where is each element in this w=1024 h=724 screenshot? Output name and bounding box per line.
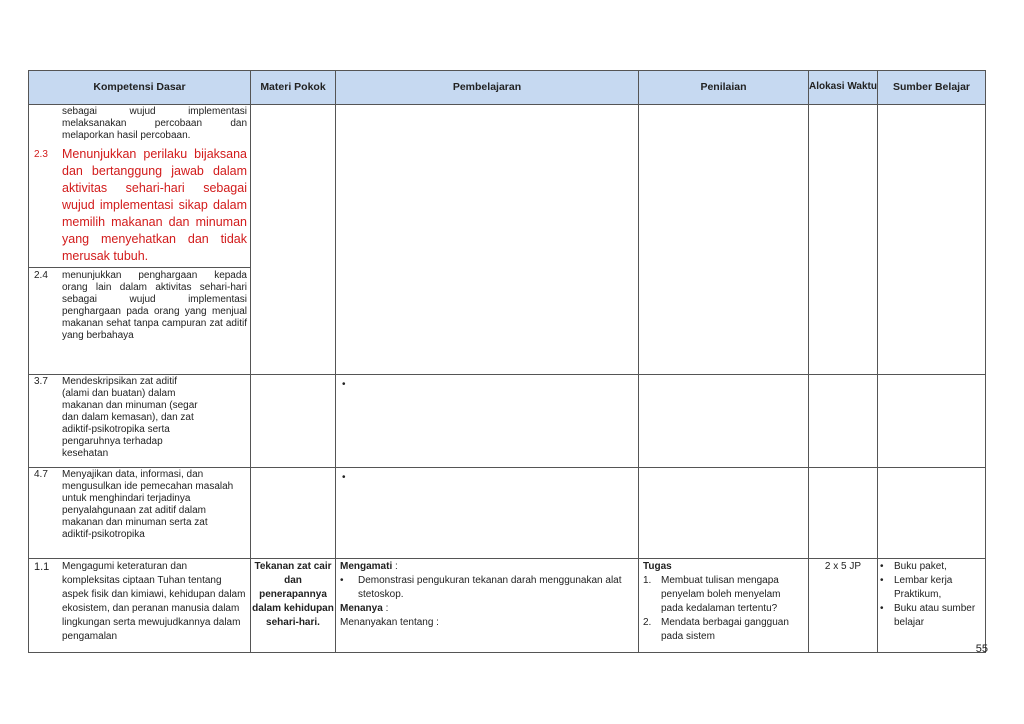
penilaian-content: [639, 559, 808, 645]
header-kompetensi-dasar: Kompetensi Dasar: [29, 71, 251, 105]
alokasi-waktu: 2 x 5 JP: [824, 561, 862, 572]
header-penilaian: Penilaian: [639, 71, 809, 105]
list-item: • Buku paket,: [880, 561, 947, 572]
kd-1-1: 1.1 Mengagumi keteraturan dan kompleksitas ciptaan Tuhan tentang aspek fisik dan kimiawi, kehidupan dalam ekosistem, dan peranan manusia dalam lingkungan serta mewujudkannya dalam pengamalan: [34, 561, 246, 642]
menanya-label: Menanya: [340, 603, 383, 614]
menanyakan-text: Menanyakan tentang :: [340, 617, 439, 628]
mengamati-label: Mengamati: [340, 561, 393, 572]
kd-2-4: 2.4 menunjukkan penghargaan kepada orang lain dalam aktivitas sehari-hari sebagai wujud implementasi penghargaan pada orang yang menjual makanan sehat tanpa campuran zat aditif yang berbahaya: [34, 270, 247, 341]
kd-2-3: 2.3 Menunjukkan perilaku bijaksana dan bertanggung jawab dalam aktivitas sehari-hari sebagai wujud implementasi sikap dalam memilih makanan dan minuman yang menyehatkan dan tidak merusak tubuh.: [34, 147, 247, 263]
pembelajaran-content: Mengamati : • Demonstrasi pengukuran tekanan darah menggunakan alat stetoskop. Menanya : Menanyakan tentang :: [336, 559, 638, 631]
table-row: [29, 105, 986, 375]
header-alokasi-waktu: Alokasi Waktu: [809, 71, 878, 105]
page-number: 55: [975, 643, 988, 655]
list-item: 2. Mendata berbagai gangguan pada sistem: [643, 617, 789, 642]
sumber-belajar-list: [878, 559, 985, 631]
tugas-label: Tugas: [643, 561, 672, 572]
table-row: [29, 375, 986, 468]
table-row: [29, 559, 986, 653]
kd-3-7: 3.7 Mendeskripsikan zat aditif (alami dan buatan) dalam makanan dan minuman (segar dan dalam kemasan), dan zat adiktif-psikotropika serta pengaruhnya terhadap kesehatan: [34, 376, 198, 459]
header-pembelajaran: Pembelajaran: [336, 71, 639, 105]
kd-continuation: sebagai wujud implementasi melaksanakan percobaan dan melaporkan hasil percobaan.: [62, 106, 247, 141]
list-item: • Buku atau sumber belajar: [880, 603, 976, 628]
header-sumber-belajar: Sumber Belajar: [878, 71, 986, 105]
header-row: [29, 71, 986, 105]
empty-bullet: •: [342, 472, 346, 483]
syllabus-table: [28, 70, 986, 653]
list-item: 1. Membuat tulisan mengapa penyelam boleh menyelam pada kedalaman tertentu?: [643, 575, 781, 614]
list-item: • Demonstrasi pengukuran tekanan darah menggunakan alat stetoskop.: [340, 575, 622, 600]
materi-pokok: Tekanan zat cair dan penerapannya dalam kehidupan sehari-hari.: [252, 561, 334, 628]
list-item: • Lembar kerja Praktikum,: [880, 575, 953, 600]
table-row: [29, 468, 986, 559]
kd-cell: [29, 105, 251, 375]
kd-4-7: 4.7 Menyajikan data, informasi, dan mengusulkan ide pemecahan masalah untuk menghindari terjadinya penyalahgunaan zat aditif dalam makanan dan minuman serta zat adiktif-psikotropika: [34, 469, 234, 540]
empty-bullet: •: [342, 379, 346, 390]
header-materi-pokok: Materi Pokok: [251, 71, 336, 105]
